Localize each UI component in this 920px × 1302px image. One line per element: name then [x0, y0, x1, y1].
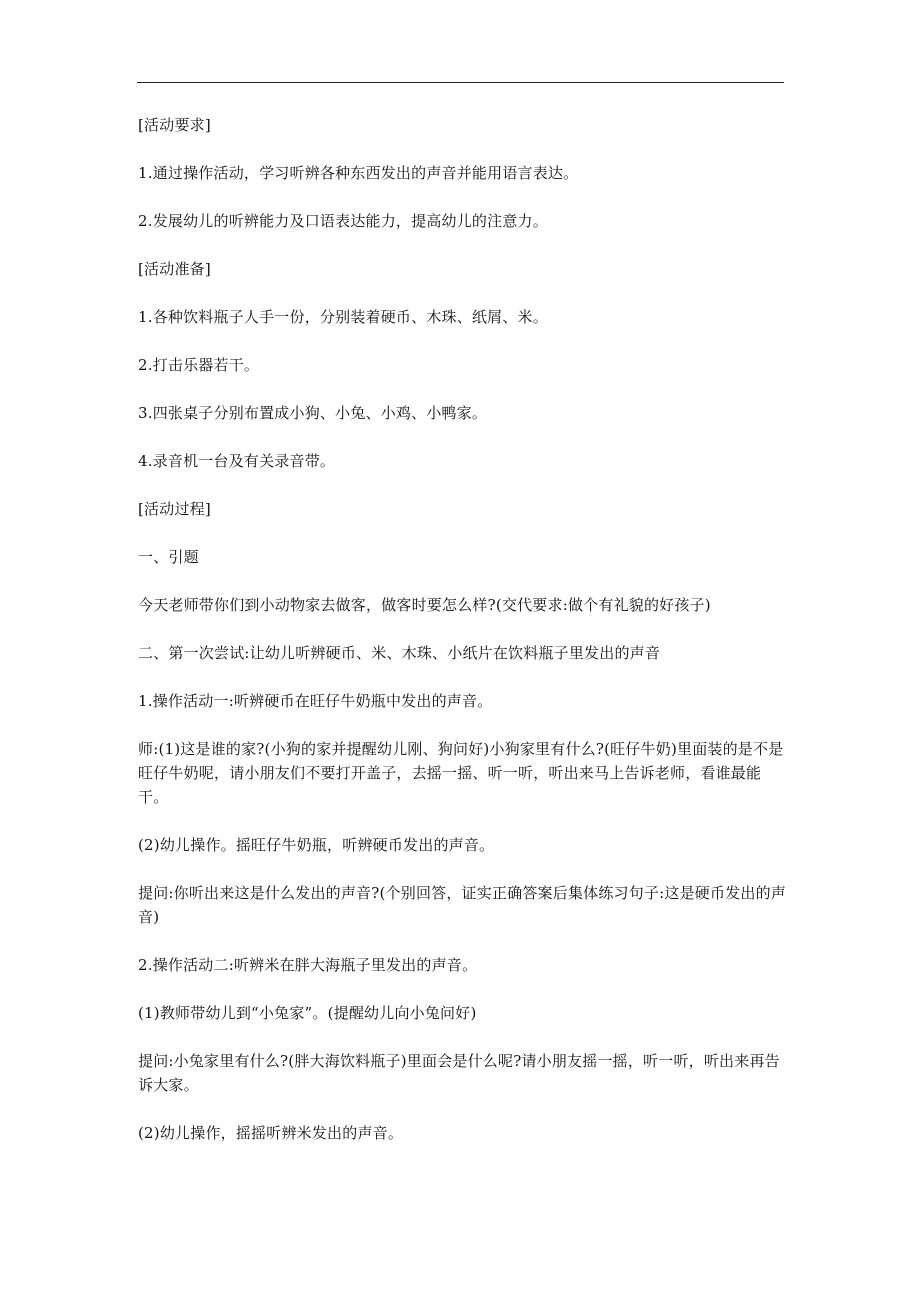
section-heading-process: [活动过程] — [138, 500, 211, 518]
paragraph: 1.操作活动一:听辨硬币在旺仔牛奶瓶中发出的声音。 — [138, 692, 493, 710]
section-heading-preparation: [活动准备] — [138, 260, 211, 278]
paragraph: (2)幼儿操作，摇摇听辨米发出的声音。 — [138, 1124, 404, 1142]
paragraph: (1)教师带幼儿到“小兔家”。(提醒幼儿向小兔问好) — [138, 1004, 477, 1022]
paragraph: 2.打击乐器若干。 — [138, 356, 260, 374]
paragraph: 一、引题 — [138, 548, 199, 566]
paragraph: 3.四张桌子分别布置成小狗、小兔、小鸡、小鸭家。 — [138, 404, 488, 422]
section-heading-requirements: [活动要求] — [138, 116, 211, 134]
document-body — [138, 113, 786, 1169]
header-rule — [137, 82, 784, 83]
paragraph: 1.通过操作活动，学习听辨各种东西发出的声音并能用语言表达。 — [138, 164, 579, 182]
paragraph: 提问:小兔家里有什么?(胖大海饮料瓶子)里面会是什么呢?请小朋友摇一摇，听一听，听出来再告诉大家。 — [138, 1052, 780, 1094]
paragraph: 2.发展幼儿的听辨能力及口语表达能力，提高幼儿的注意力。 — [138, 212, 548, 230]
paragraph: 今天老师带你们到小动物家去做客，做客时要怎么样?(交代要求:做个有礼貌的好孩子) — [138, 596, 711, 614]
paragraph: 师:(1)这是谁的家?(小狗的家并提醒幼儿刚、狗问好)小狗家里有什么?(旺仔牛奶)里面装的是不是旺仔牛奶呢，请小朋友们不要打开盖子，去摇一摇、听一听，听出来马上告诉老师，看谁最能干。 — [138, 740, 784, 806]
paragraph: 4.录音机一台及有关录音带。 — [138, 452, 336, 470]
paragraph: 二、第一次尝试:让幼儿听辨硬币、米、木珠、小纸片在饮料瓶子里发出的声音 — [138, 644, 661, 662]
paragraph: (2)幼儿操作。摇旺仔牛奶瓶，听辨硬币发出的声音。 — [138, 836, 495, 854]
paragraph: 提问:你听出来这是什么发出的声音?(个别回答，证实正确答案后集体练习句子:这是硬币发出的声音) — [138, 884, 787, 926]
paragraph: 1.各种饮料瓶子人手一份，分别装着硬币、木珠、纸屑、米。 — [138, 308, 548, 326]
paragraph: 2.操作活动二:听辨米在胖大海瓶子里发出的声音。 — [138, 956, 478, 974]
